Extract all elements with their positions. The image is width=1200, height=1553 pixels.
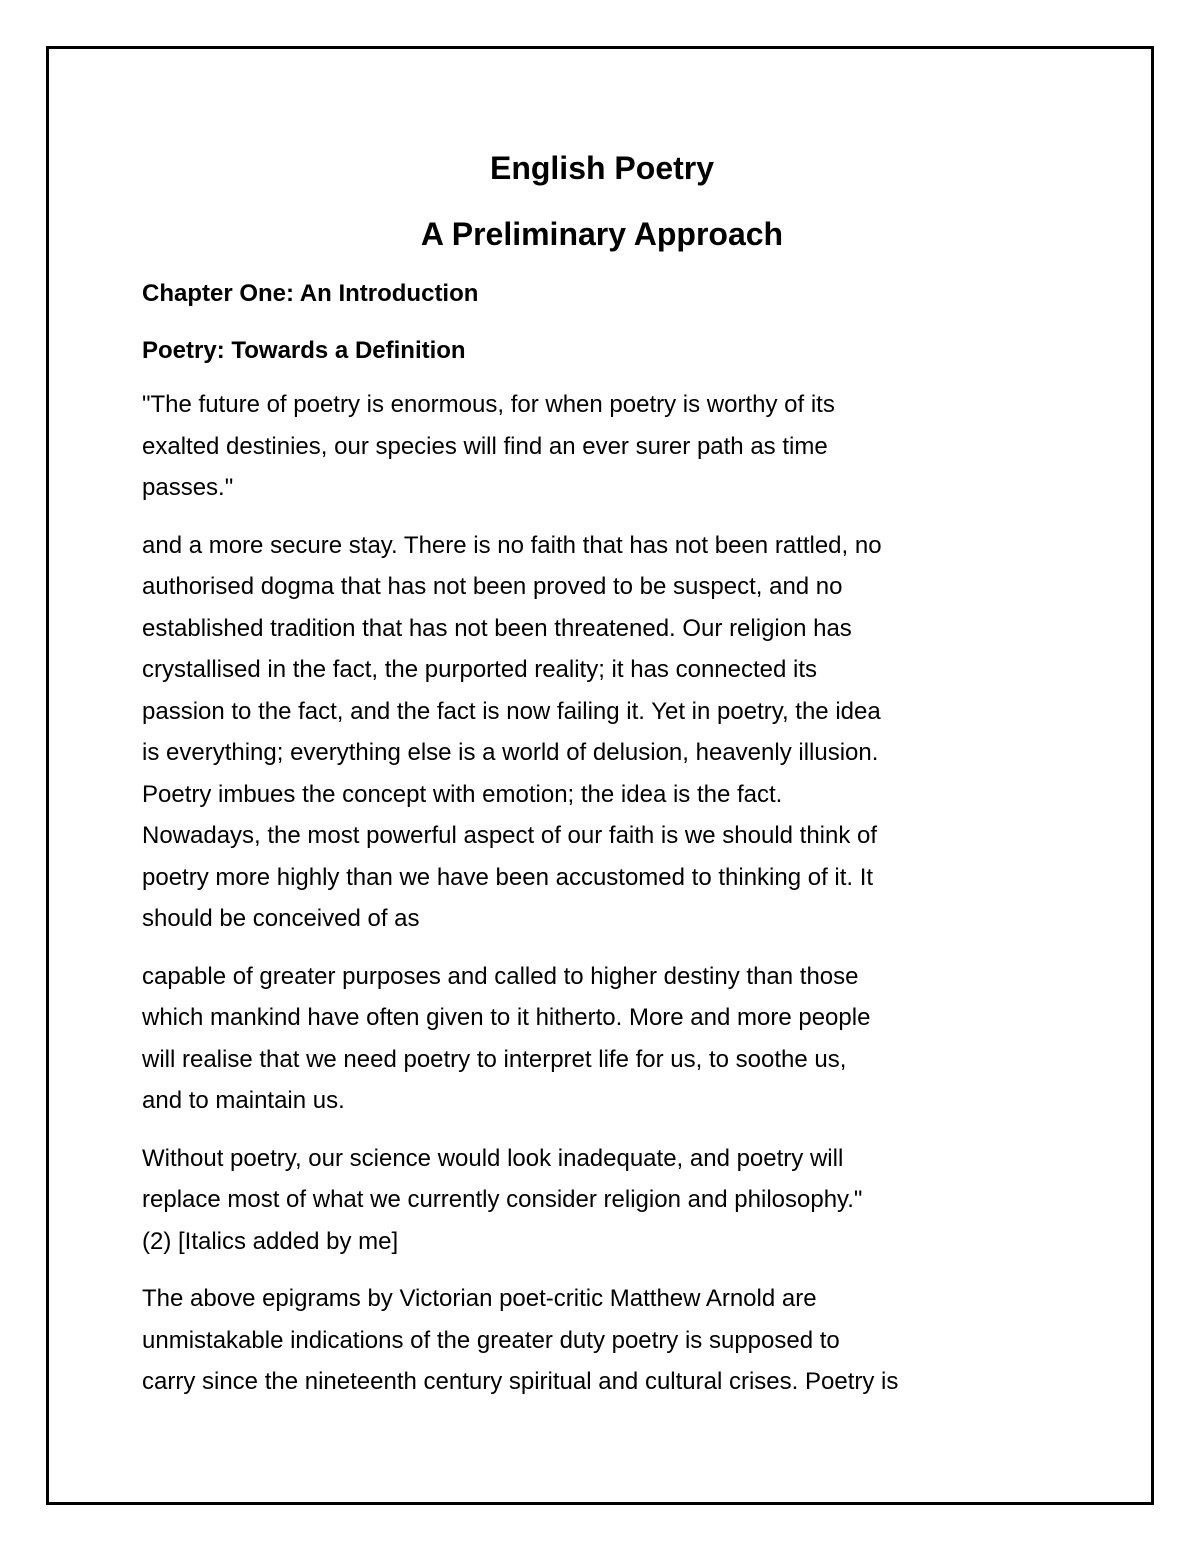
text-line: replace most of what we currently consider religion and philosophy." xyxy=(142,1186,863,1213)
text-line: passion to the fact, and the fact is now failing it. Yet in poetry, the idea xyxy=(142,697,881,725)
text-line: The above epigrams by Victorian poet-critic Matthew Arnold are xyxy=(142,1285,817,1312)
text-line: capable of greater purposes and called to higher destiny than those xyxy=(142,962,859,990)
paragraph-quote-opening xyxy=(142,384,1062,509)
text-line: passes." xyxy=(142,474,234,501)
text-line: established tradition that has not been threatened. Our religion has xyxy=(142,614,852,642)
paragraph-commentary xyxy=(142,1278,1062,1403)
text-line: and to maintain us. xyxy=(142,1087,345,1114)
paragraph-quote-body xyxy=(142,525,1062,940)
document-title: English Poetry xyxy=(489,150,715,186)
text-line: and a more secure stay. There is no faith that has not been rattled, no xyxy=(142,531,882,559)
text-line: Poetry imbues the concept with emotion; the idea is the fact. xyxy=(142,780,783,808)
document-subtitle: A Preliminary Approach xyxy=(420,216,784,252)
paragraph-quote-continued xyxy=(142,956,1062,1122)
text-line: poetry more highly than we have been accustomed to thinking of it. It xyxy=(142,863,874,891)
text-line: carry since the nineteenth century spiritual and cultural crises. Poetry is xyxy=(142,1368,899,1395)
text-line: will realise that we need poetry to interpret life for us, to soothe us, xyxy=(142,1045,847,1073)
section-heading: Poetry: Towards a Definition xyxy=(142,337,466,364)
text-line: which mankind have often given to it hitherto. More and more people xyxy=(142,1004,871,1031)
text-line: authorised dogma that has not been proved to be suspect, and no xyxy=(142,573,843,600)
text-line: (2) [Italics added by me] xyxy=(142,1227,399,1255)
chapter-heading: Chapter One: An Introduction xyxy=(142,280,479,307)
text-line: unmistakable indications of the greater duty poetry is supposed to xyxy=(142,1326,840,1354)
text-line: Without poetry, our science would look inadequate, and poetry will xyxy=(142,1144,844,1172)
paragraph-quote-closing xyxy=(142,1138,1062,1263)
document-body xyxy=(142,148,1062,1403)
text-line: is everything; everything else is a world of delusion, heavenly illusion. xyxy=(142,739,879,766)
text-line: exalted destinies, our species will find an ever surer path as time xyxy=(142,432,828,460)
text-line: crystallised in the fact, the purported reality; it has connected its xyxy=(142,656,818,683)
text-line: should be conceived of as xyxy=(142,905,420,932)
text-line: Nowadays, the most powerful aspect of our faith is we should think of xyxy=(142,822,878,849)
text-line: "The future of poetry is enormous, for when poetry is worthy of its xyxy=(142,391,835,418)
